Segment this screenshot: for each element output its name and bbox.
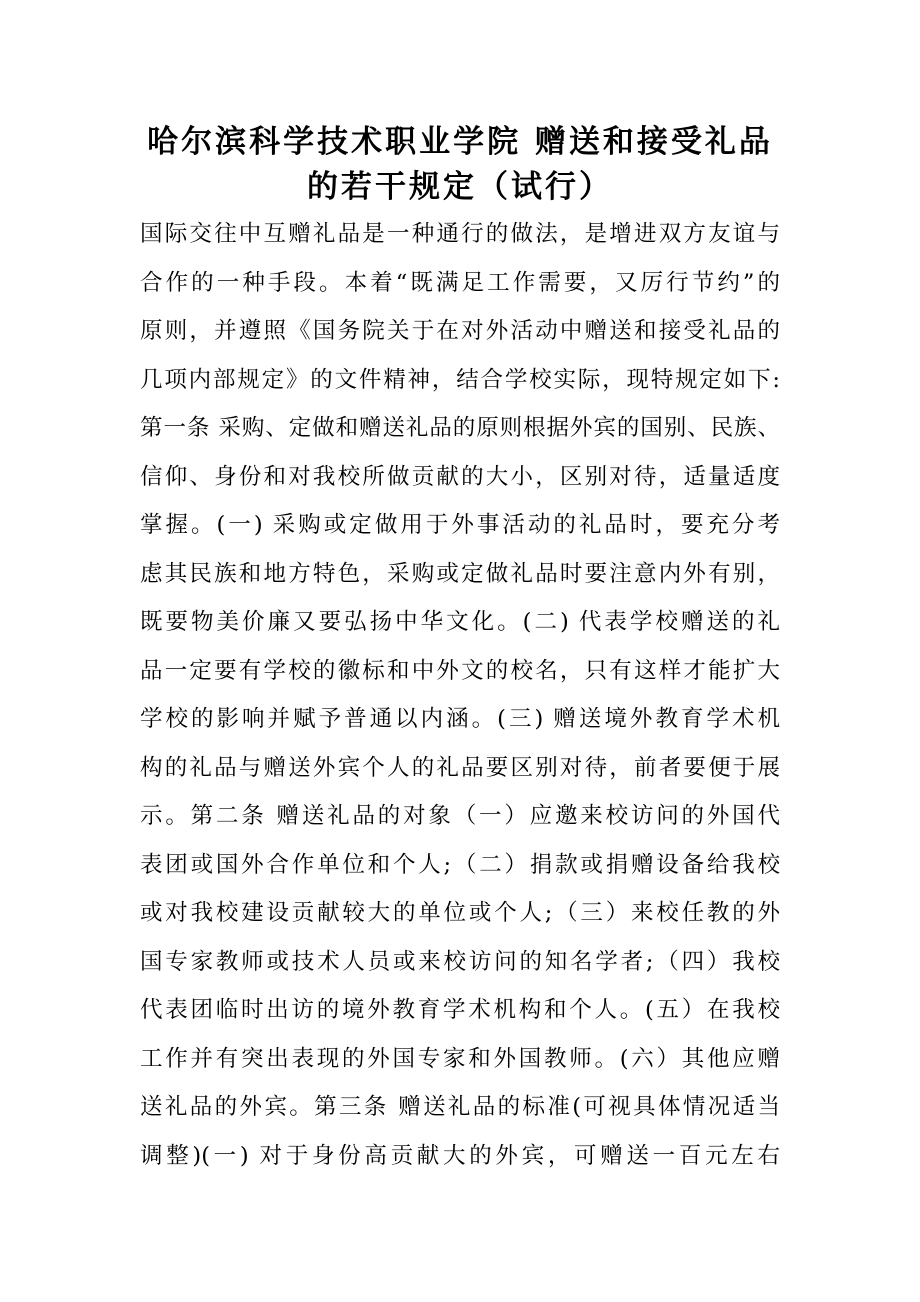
body-line: 几项内部规定》的文件精神，结合学校实际，现特规定如下: (140, 366, 780, 393)
body-line: 学校的影响并赋予普通以内涵。(三) 赠送境外教育学术机 (140, 706, 780, 732)
body-line: 第一条 采购、定做和赠送礼品的原则根据外宾的国别、民族、 (140, 415, 780, 441)
body-line: 示。第二条 赠送礼品的对象（一）应邀来校访问的外国代 (140, 803, 780, 829)
body-line: 合作的一种手段。本着“既满足工作需要，又厉行节约”的 (140, 269, 780, 296)
body-line: 表团或国外合作单位和个人;（二）捐款或捐赠设备给我校 (140, 851, 780, 878)
body-line: 虑其民族和地方特色，采购或定做礼品时要注意内外有别， (140, 560, 780, 587)
body-line: 既要物美价廉又要弘扬中华文化。(二) 代表学校赠送的礼 (140, 609, 780, 635)
body-line: 原则，并遵照《国务院关于在对外活动中赠送和接受礼品的 (140, 318, 780, 344)
body-line: 构的礼品与赠送外宾个人的礼品要区别对待，前者要便于展 (140, 754, 780, 781)
body-line: 品一定要有学校的徽标和中外文的校名，只有这样才能扩大 (140, 657, 780, 684)
body-line: 工作并有突出表现的外国专家和外国教师。(六）其他应赠 (140, 1045, 780, 1072)
body-line: 调整)(一) 对于身份高贡献大的外宾，可赠送一百元左右 (140, 1142, 780, 1169)
document-title-line-1: 哈尔滨科学技术职业学院 赠送和接受礼品 (147, 124, 773, 160)
document-body (140, 210, 780, 1180)
body-line: 或对我校建设贡献较大的单位或个人;（三）来校任教的外 (140, 900, 780, 926)
body-line: 信仰、身份和对我校所做贡献的大小，区别对待，适量适度 (140, 463, 780, 490)
body-line: 代表团临时出访的境外教育学术机构和个人。(五）在我校 (140, 997, 780, 1023)
body-line: 掌握。(一) 采购或定做用于外事活动的礼品时，要充分考 (140, 512, 780, 538)
body-line: 送礼品的外宾。第三条 赠送礼品的标准(可视具体情况适当 (140, 1094, 780, 1120)
document-title-line-2: 的若干规定（试行） (307, 169, 613, 205)
body-line: 国专家教师或技术人员或来校访问的知名学者;（四）我校 (140, 948, 780, 975)
body-line: 国际交往中互赠礼品是一种通行的做法，是增进双方友谊与 (140, 221, 780, 247)
